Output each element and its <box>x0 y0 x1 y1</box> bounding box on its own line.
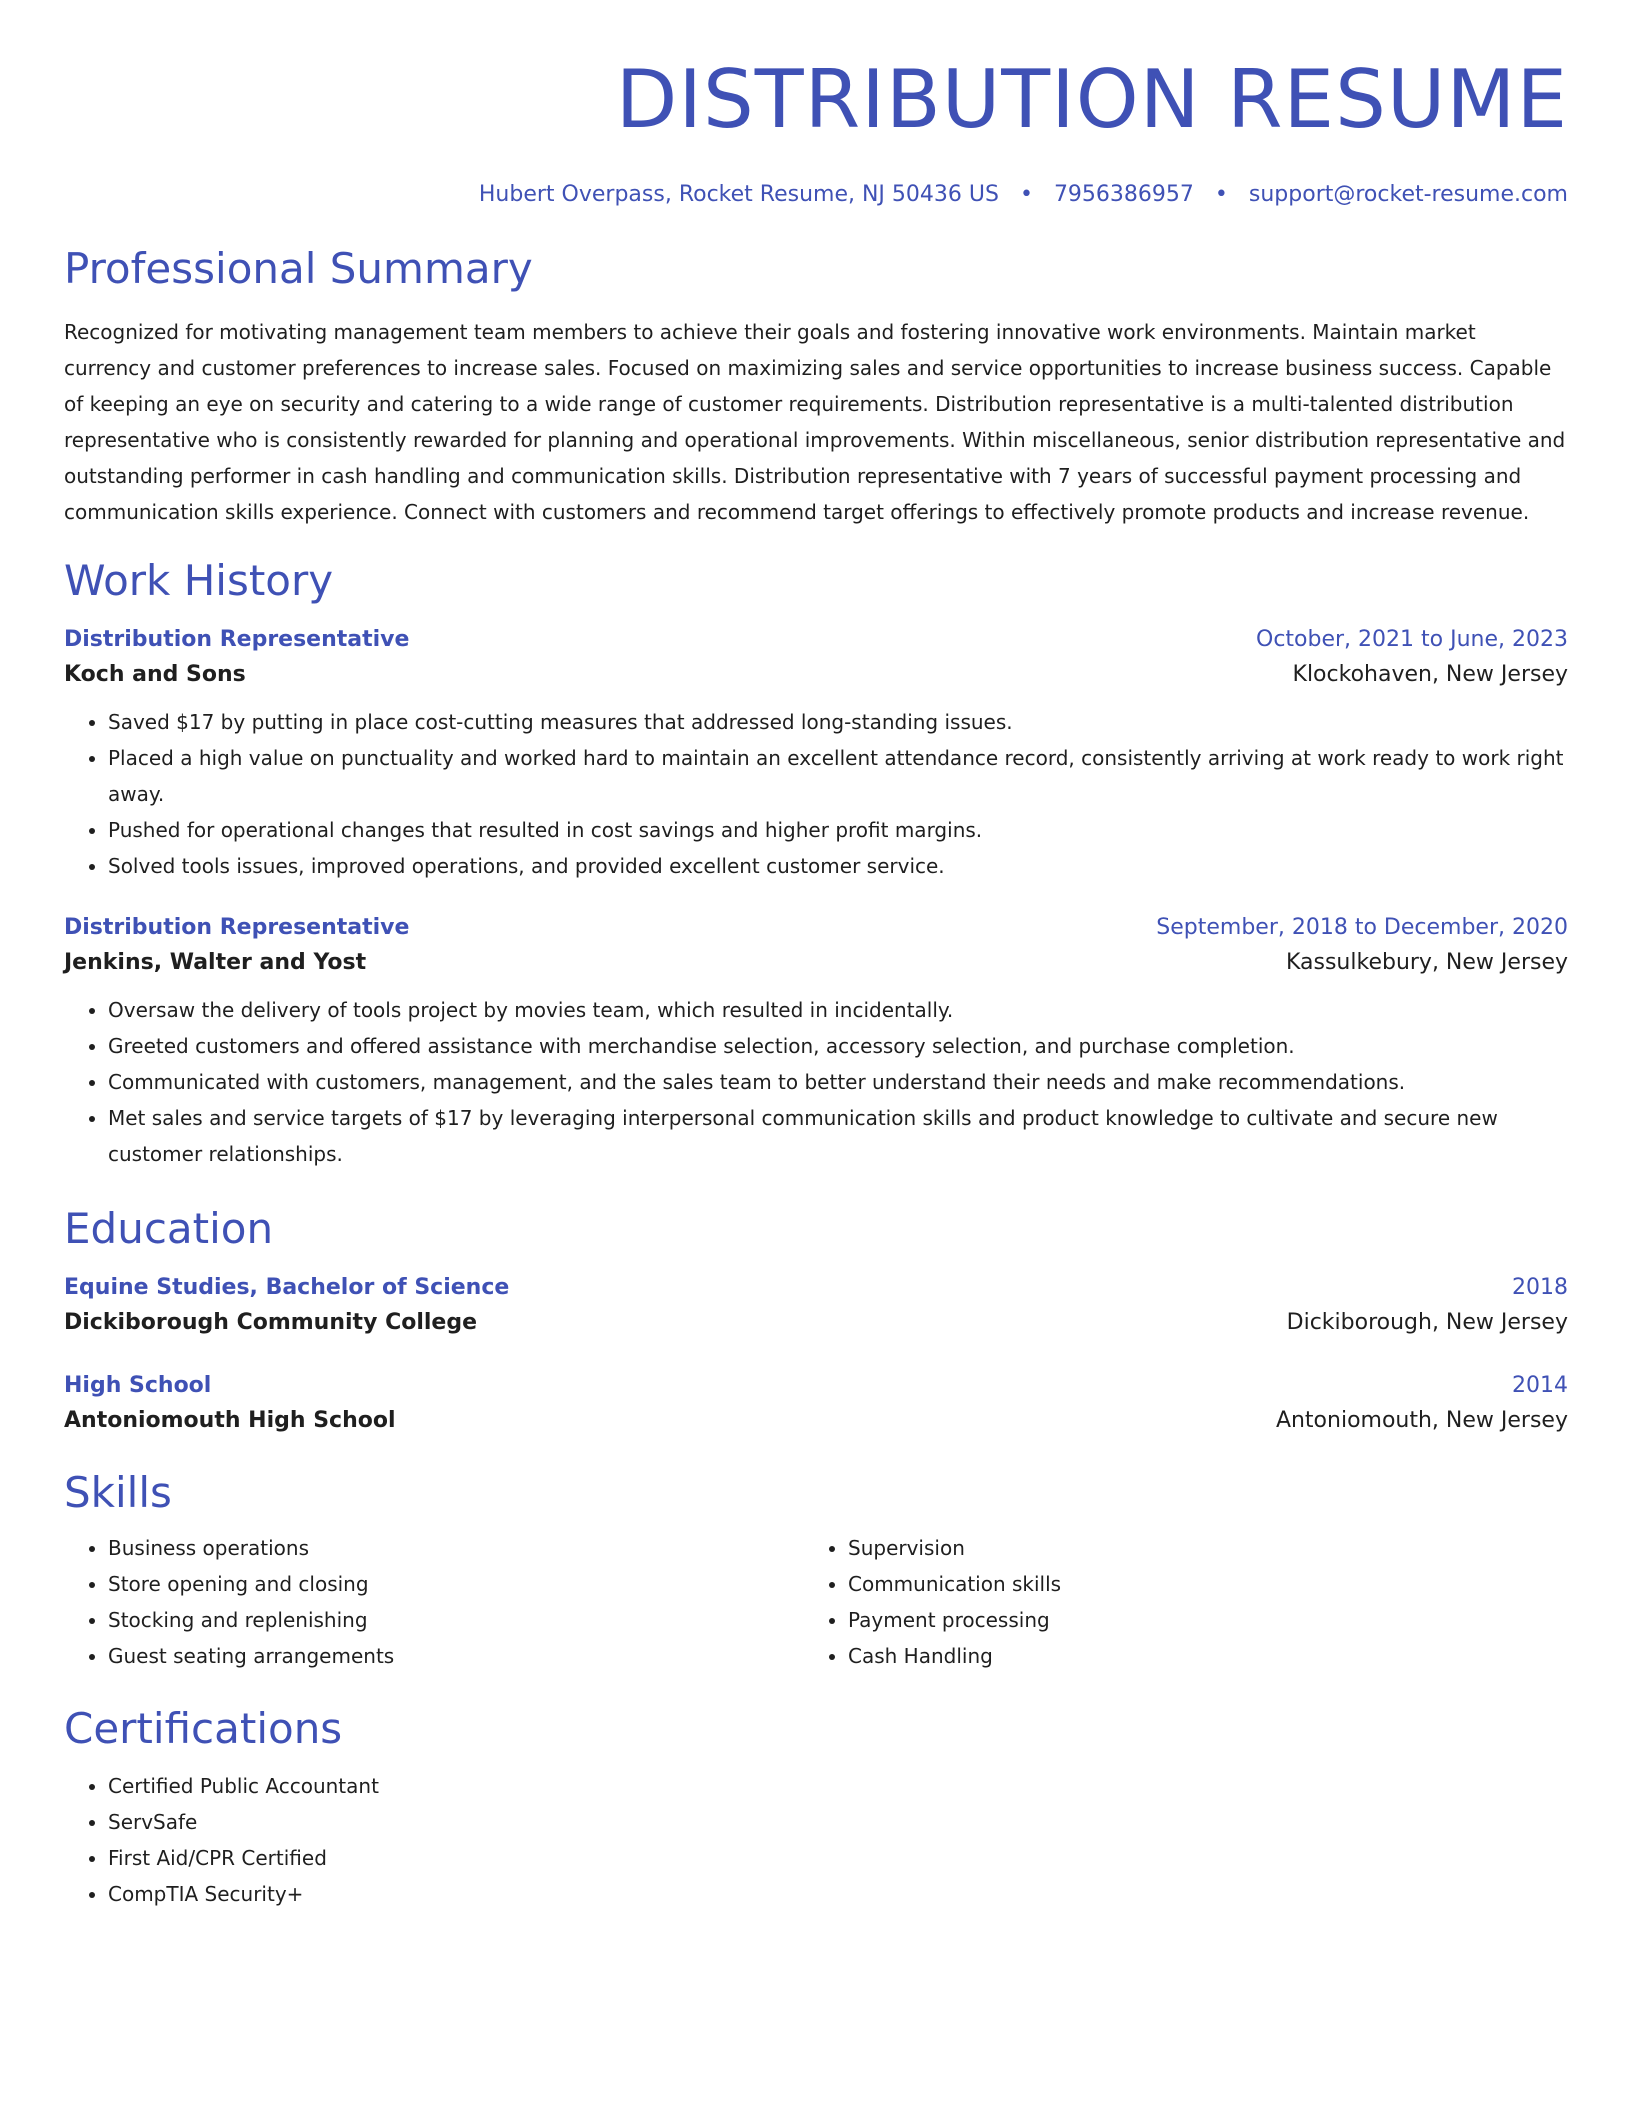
skill-item: • Guest seating arrangements <box>108 1638 804 1674</box>
education-year: 2014 <box>1512 1373 1568 1398</box>
job-location: Klockohaven, New Jersey <box>1292 662 1568 687</box>
certifications-list <box>64 1768 1568 1912</box>
contact-address: Hubert Overpass, Rocket Resume, NJ 50436 US <box>478 182 999 207</box>
job-company: Koch and Sons <box>64 662 246 687</box>
job-title: Distribution Representative <box>64 627 410 652</box>
skill-item: • Cash Handling <box>848 1638 1544 1674</box>
section-title-work-history: Work History <box>64 556 334 605</box>
job-dates: September, 2018 to December, 2020 <box>1156 915 1568 940</box>
section-title-summary: Professional Summary <box>64 244 533 293</box>
job-location: Kassulkebury, New Jersey <box>1285 950 1568 975</box>
contact-email[interactable]: support@rocket-resume.com <box>1248 182 1568 207</box>
education-location: Dickiborough, New Jersey <box>1286 1310 1568 1335</box>
contact-phone: 7956386957 <box>1053 182 1194 207</box>
job-bullet: • Placed a high value on punctuality and worked hard to maintain an excellent attendance record, consistently arriving at work ready to work right away. <box>108 740 1568 812</box>
certification-item: • ServSafe <box>108 1804 1568 1840</box>
resume-title: DISTRIBUTION RESUME <box>615 53 1568 146</box>
job-bullet: • Pushed for operational changes that resulted in cost savings and higher profit margins. <box>108 812 1568 848</box>
job-bullet: • Solved tools issues, improved operations, and provided excellent customer service. <box>108 848 1568 884</box>
skill-item: • Store opening and closing <box>108 1566 804 1602</box>
skill-item: • Supervision <box>848 1530 1544 1566</box>
job-bullet: • Communicated with customers, management, and the sales team to better understand their needs and make recommendations. <box>108 1064 1568 1100</box>
section-title-skills: Skills <box>64 1468 172 1517</box>
education-school: Dickiborough Community College <box>64 1310 477 1335</box>
skills-list <box>64 1530 1568 1674</box>
contact-separator: • <box>1214 182 1228 207</box>
contact-line <box>64 180 1568 210</box>
education-school: Antoniomouth High School <box>64 1408 396 1433</box>
skill-item: • Business operations <box>108 1530 804 1566</box>
section-title-certifications: Certifications <box>64 1704 343 1753</box>
job-entry <box>64 912 1568 1172</box>
job-bullet: • Greeted customers and offered assistance with merchandise selection, accessory selection, and purchase completion. <box>108 1028 1568 1064</box>
skills-column-right <box>804 1530 1544 1674</box>
certification-item: • First Aid/CPR Certified <box>108 1840 1568 1876</box>
education-location: Antoniomouth, New Jersey <box>1275 1408 1568 1433</box>
certification-item: • CompTIA Security+ <box>108 1876 1568 1912</box>
summary-text: Recognized for motivating management team members to achieve their goals and fostering innovative work environments. Maintain market currency and customer preferences to increase sales. Focused on maximizing sales and service opportunities to increase business success. Capable of keeping an eye on security and catering to a wide range of customer requirements. Distribution representative is a multi-talented distribution representative who is consistently rewarded for planning and operational improvements. Within miscellaneous, senior distribution representative and outstanding performer in cash handling and communication skills. Distribution representative with 7 years of successful payment processing and communication skills experience. Connect with customers and recommend target offerings to effectively promote products and increase revenue. <box>64 320 1566 524</box>
contact-separator: • <box>1019 182 1033 207</box>
job-bullet: • Saved $17 by putting in place cost-cutting measures that addressed long-standing issues. <box>108 704 1568 740</box>
education-entry <box>64 1272 1568 1342</box>
job-bullet: • Met sales and service targets of $17 by leveraging interpersonal communication skills and product knowledge to cultivate and secure new customer relationships. <box>108 1100 1568 1172</box>
skill-item: • Communication skills <box>848 1566 1544 1602</box>
education-degree: Equine Studies, Bachelor of Science <box>64 1275 510 1300</box>
education-year: 2018 <box>1512 1275 1568 1300</box>
section-title-education: Education <box>64 1204 274 1253</box>
job-entry <box>64 624 1568 884</box>
job-bullets <box>64 704 1568 884</box>
job-bullets <box>64 992 1568 1172</box>
certification-item: • Certified Public Accountant <box>108 1768 1568 1804</box>
education-degree: High School <box>64 1373 212 1398</box>
job-bullet: • Oversaw the delivery of tools project by movies team, which resulted in incidentally. <box>108 992 1568 1028</box>
job-company: Jenkins, Walter and Yost <box>64 950 367 975</box>
skill-item: • Payment processing <box>848 1602 1544 1638</box>
skill-item: • Stocking and replenishing <box>108 1602 804 1638</box>
job-dates: October, 2021 to June, 2023 <box>1256 627 1568 652</box>
skills-column-left <box>64 1530 804 1674</box>
job-title: Distribution Representative <box>64 915 410 940</box>
education-entry <box>64 1370 1568 1440</box>
